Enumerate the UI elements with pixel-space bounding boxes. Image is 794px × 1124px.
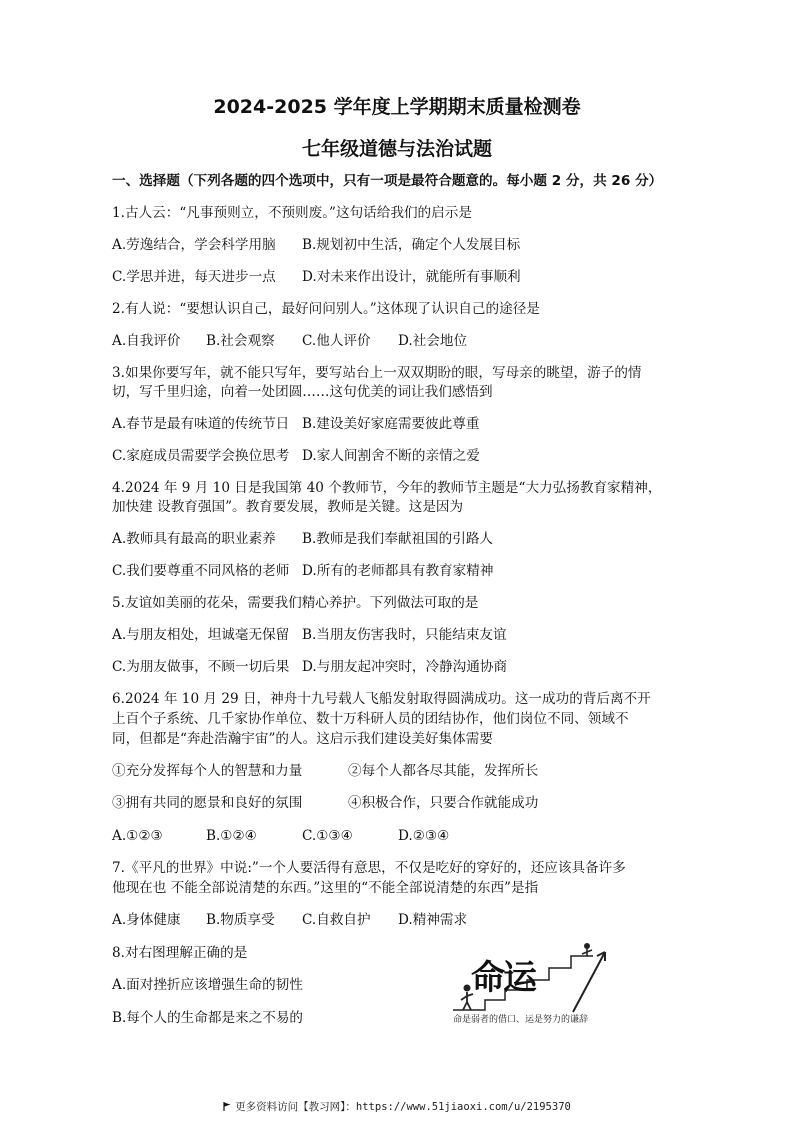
footer-link[interactable]: 更多资料访问【教习网】：https://www.51jiaoxi.com/u/2195370 (235, 1101, 571, 1113)
fate-big-text: 命运 (471, 958, 535, 998)
question-2-stem: 2.有人说：“要想认识自己，最好问问别人。”这体现了认识自己的途径是 (112, 301, 540, 317)
question-2-option-d: D.社会地位 (398, 333, 468, 349)
question-4-option-b: B.教师是我们奉献祖国的引路人 (302, 531, 494, 547)
question-3-stem-line1: 3.如果你要写年，就不能只写年，要写站台上一双双期盼的眼，写母亲的眺望，游子的情 (112, 365, 642, 381)
question-7-option-c: C.自救自护 (302, 912, 371, 928)
question-6-option-c: C.①③④ (302, 828, 353, 844)
question-4-option-c: C.我们要尊重不同风格的老师 (112, 563, 290, 579)
question-6-option-a: A.①②③ (112, 828, 163, 844)
question-7-stem-line1: 7.《平凡的世界》中说:”一个人要活得有意思，不仅是吃好的穿好的，还应该具备许多 (112, 860, 626, 876)
person-icon (464, 985, 471, 992)
question-8-option-b: B.每个人的生命都是来之不易的 (112, 1010, 304, 1026)
question-1-stem: 1.古人云：“凡事预则立，不预则废。”这句话给我们的启示是 (112, 205, 472, 221)
question-5-option-b: B.当朋友伤害我时，只能结束友谊 (302, 627, 507, 643)
question-6-statement-1: ①充分发挥每个人的智慧和力量 (112, 763, 303, 779)
question-4-stem-line1: 4.2024 年 9 月 10 日是我国第 40 个教师节，今年的教师节主题是“大力弘扬教育家精神， (112, 480, 662, 496)
question-5-option-a: A.与朋友相处，坦诚毫无保留 (112, 627, 290, 643)
question-6-stem-line1: 6.2024 年 10 月 29 日，神舟十九号载人飞船发射取得圆满成功。这一成功的背后离不开 (112, 691, 651, 707)
question-3-stem-line2: 切，写千里归途，向着一处团圆……这句优美的词让我们感悟到 (112, 384, 493, 400)
question-7-option-a: A.身体健康 (112, 912, 181, 928)
question-6-stem-line2: 上百个子系统、几千家协作单位、数十万科研人员的团结协作，他们岗位不同、领域不 (112, 711, 629, 727)
climber-body (582, 949, 592, 956)
footer (0, 1099, 794, 1114)
fate-caption: 命是弱者的借口、运是努力的谦辞 (453, 1015, 589, 1025)
question-5-option-d: D.与朋友起冲突时，冷静沟通协商 (302, 659, 508, 675)
question-3-option-b: B.建设美好家庭需要彼此尊重 (302, 416, 480, 432)
question-6-option-d: D.②③④ (398, 828, 450, 844)
question-4-option-a: A.教师具有最高的职业素养 (112, 531, 276, 547)
question-6-statement-3: ③拥有共同的愿景和良好的氛围 (112, 795, 303, 811)
question-2-option-b: B.社会观察 (206, 333, 275, 349)
question-6-stem-line3: 同，但都是“奔赴浩瀚宇宙”的人。这启示我们建设美好集体需要 (112, 731, 493, 747)
question-2-option-a: A.自我评价 (112, 333, 181, 349)
question-8-stem: 8.对右图理解正确的是 (112, 945, 248, 961)
question-5-stem: 5.友谊如美丽的花朵，需要我们精心养护。下列做法可取的是 (112, 595, 479, 611)
section-heading: 一、选择题（下列各题的四个选项中，只有一项是最符合题意的。每小题 2 分，共 26 分） (112, 173, 663, 189)
arrow-line (573, 952, 605, 1012)
exam-title: 2024-2025 学年度上学期期末质量检测卷 (213, 96, 581, 118)
fate-illustration (445, 938, 625, 1032)
question-5-option-c: C.为朋友做事，不顾一切后果 (112, 659, 290, 675)
question-6-option-b: B.①②④ (206, 828, 257, 844)
question-1-option-d: D.对未来作出设计，就能所有事顺利 (302, 269, 521, 285)
question-6-statement-4: ④积极合作，只要合作就能成功 (348, 795, 539, 811)
question-8-option-a: A.面对挫折应该增强生命的韧性 (112, 977, 303, 993)
question-1-option-a: A.劳逸结合，学会科学用脑 (112, 237, 276, 253)
question-7-option-b: B.物质享受 (206, 912, 275, 928)
question-4-option-d: D.所有的老师都具有教育家精神 (302, 563, 494, 579)
exam-subtitle: 七年级道德与法治试题 (301, 138, 492, 160)
question-1-option-b: B.规划初中生活，确定个人发展目标 (302, 237, 521, 253)
climber-icon (584, 943, 590, 949)
question-4-stem-line2: 加快建 设教育强国”。教育要发展，教师是关键。这是因为 (112, 499, 464, 515)
question-7-stem-line2: 他现在也 不能全部说清楚的东西。”这里的“不能全部说清楚的东西”是指 (112, 880, 539, 896)
question-6-statement-2: ②每个人都各尽其能，发挥所长 (348, 763, 539, 779)
question-3-option-d: D.家人间割舍不断的亲情之爱 (302, 448, 480, 464)
question-7-option-d: D.精神需求 (398, 912, 468, 928)
question-3-option-a: A.春节是最有味道的传统节日 (112, 416, 290, 432)
question-1-option-c: C.学思并进，每天进步一点 (112, 269, 276, 285)
question-2-option-c: C.他人评价 (302, 333, 371, 349)
question-3-option-c: C.家庭成员需要学会换位思考 (112, 448, 290, 464)
flag-icon (223, 1102, 231, 1111)
